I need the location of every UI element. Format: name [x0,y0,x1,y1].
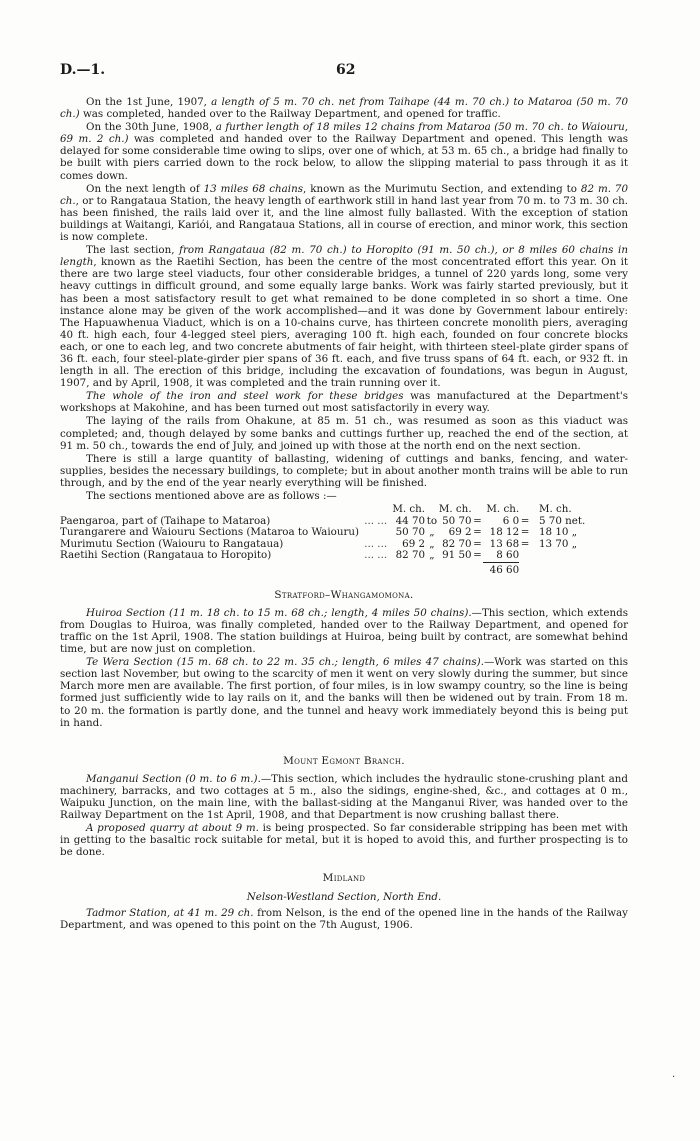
column-header: M. ch. [392,503,426,516]
table-header-row [60,504,628,516]
section-name: Raetihi Section (Rangataua to Horopito) [60,549,272,562]
paragraph: The last section, from Rangataua (82 m. 70 ch.) to Horopito (91 m. 50 ch.), or 8 miles 60 chains in length, known as the Raetihi Section, has been the centre of the most concentrated effort this year. On it there are two large steel viaducts, four other considerable bridges, a tunnel of 220 yards long, some very heavy cuttings in difficult ground, and some equally large banks. Work was fairly started previously, but it has been a most satisfactory result to get what remained to be done completed in so short a time. One instance alone may be given of the work accomplished—and it was done by Government labour entirely: The Hapuawhenua Viaduct, which is on a 10-chains curve, has thirteen concrete monolith piers, averaging 40 ft. high each, four 4-legged steel piers, averaging 100 ft. high each, founded on four concrete blocks each, or one to each leg, and two concrete abutments of fair height, with thirteen steel-plate girder spans of 36 ft. each, four steel-plate-girder pier spans of 36 ft. each, and five truss spans of 64 ft. each, or 932 ft. in length in all. The erection of this bridge, including the excavation of foundations, was begun in August, 1907, and by April, 1908, it was completed and the train running over it. [60,244,628,390]
total-value: 46 60 [483,563,519,577]
table-row: Murimutu Section (Waiouru to Rangataua) ... ... 69 2 „ 82 70 = 13 68 = 13 70 „ [60,537,578,550]
paragraph: The sections mentioned above are as follows :— [86,490,337,502]
column-header: M. ch. [538,503,572,516]
sections-table [60,504,628,577]
document-code: D.—1. [60,62,106,78]
column-header: M. ch. [438,503,472,516]
page-number: 62 [336,62,356,78]
paragraph: A proposed quarry at about 9 m. is being prospected. So far considerable stripping has been met with in getting to the basaltic rock suitable for metal, but it is hoped to avoid this, and further prospecting is to be done. [60,822,628,859]
section-subheading: Nelson-Westland Section, North End. [246,890,442,903]
section-name: Paengaroa, part of (Taihape to Mataroa) [60,514,271,527]
paragraph: On the 30th June, 1908, a further length of 18 miles 12 chains from Mataroa (50 m. 70 ch. to Waiouru, 69 m. 2 ch.) was completed and handed over to the Railway Department and opened. This length was delayed for some considerable time owing to slips, over one of which, at 53 m. 65 ch., a bridge had finally to be built with piers carried down to the rock below, to allow the slipping material to pass through it as it comes down. [60,121,628,182]
paragraph: Manganui Section (0 m. to 6 m.).—This section, which includes the hydraulic stone-crushing plant and machinery, barracks, and two cottages at 5 m., also the sidings, engine-shed, &c., and cottages at 0 m., Waipuku Junction, on the main line, with the ballast-siding at the Manganui River, was handed over to the Railway Department on the 1st April, 1908, and that Department is now crushing ballast there. [60,772,628,822]
table-row: Raetihi Section (Rangataua to Horopito) ... ... 82 70 „ 91 50 = 8 60 [60,549,520,562]
paragraph: The laying of the rails from Ohakune, at 85 m. 51 ch., was resumed as soon as this viaduct was completed; and, though delayed by some banks and cuttings further up, reached the end of the section, at 91 m. 50 ch., towards the end of July, and joined up with those at the north end on the next section. [60,415,628,452]
section-heading: Midland [322,872,366,885]
paragraph: Tadmor Station, at 41 m. 29 ch. from Nelson, is the end of the opened line in the hands of the Railway Department, and was opened to this point on the 7th August, 1906. [60,906,628,931]
section-heading: Mount Egmont Branch. [283,754,405,767]
paragraph: There is still a large quantity of ballasting, widening of cuttings and banks, fencing, and water-supplies, besides the necessary buildings, to complete; but in about another month trains will be able to run through, and by the end of the year nearly everything will be finished. [60,452,628,489]
paragraph: Te Wera Section (15 m. 68 ch. to 22 m. 35 ch.; length, 6 miles 47 chains).—Work was started on this section last November, but owing to the scarcity of men it went on very slowly during the summer, but since March more men are available. The first portion, of four miles, is in low swampy country, so the line is being formed just sufficiently wide to lay rails on it, and the banks will then be widened out by train. From 18 m. to 20 m. the formation is partly done, and the tunnel and heavy work immediately beyond this is being put in hand. [60,656,629,729]
section-name: Murimutu Section (Waiouru to Rangataua) [60,537,284,550]
stray-mark: · [672,1072,676,1083]
column-header: M. ch. [486,503,520,516]
page-header [60,62,628,82]
section-heading: Stratford–Whangamomona. [274,588,414,601]
paragraph: On the 1st June, 1907, a length of 5 m. 70 ch. net from Taihape (44 m. 70 ch.) to Mataroa (50 m. 70 ch.) was completed, handed over to the Railway Department, and opened for traffic. [60,96,628,121]
table-row: Paengaroa, part of (Taihape to Mataroa) ... ... 44 70 to 50 70 = 6 0 = 5 70 net. [60,514,586,527]
table-total-row [60,563,628,577]
document-body [60,96,628,932]
paragraph: Huiroa Section (11 m. 18 ch. to 15 m. 68 ch.; length, 4 miles 50 chains).—This section, which extends from Douglas to Huiroa, was finally completed, handed over to the Railway Department, and opened for traffic on the 1st April, 1908. The station buildings at Huiroa, being built by contract, are somewhat behind time, but are now just on completion. [60,606,628,656]
table-row: Turangarere and Waiouru Sections (Mataroa to Waiouru) 50 70 „ 69 2 = 18 12 = 18 10 „ [60,526,578,539]
paragraph: The whole of the iron and steel work for these bridges was manufactured at the Department's workshops at Makohine, and has been turned out most satisfactorily in every way. [60,390,628,415]
section-name: Turangarere and Waiouru Sections (Mataroa to Waiouru) [60,526,360,539]
paragraph: On the next length of 13 miles 68 chains, known as the Murimutu Section, and extending to 82 m. 70 ch., or to Rangataua Station, the heavy length of earthwork still in hand last year from 70 m. to 73 m. 30 ch. has been finished, the rails laid over it, and the line almost fully ballasted. With the exception of station buildings at Waitangi, Kariói, and Rangataua Stations, all in course of erection, and minor work, this section is now complete. [60,182,628,244]
